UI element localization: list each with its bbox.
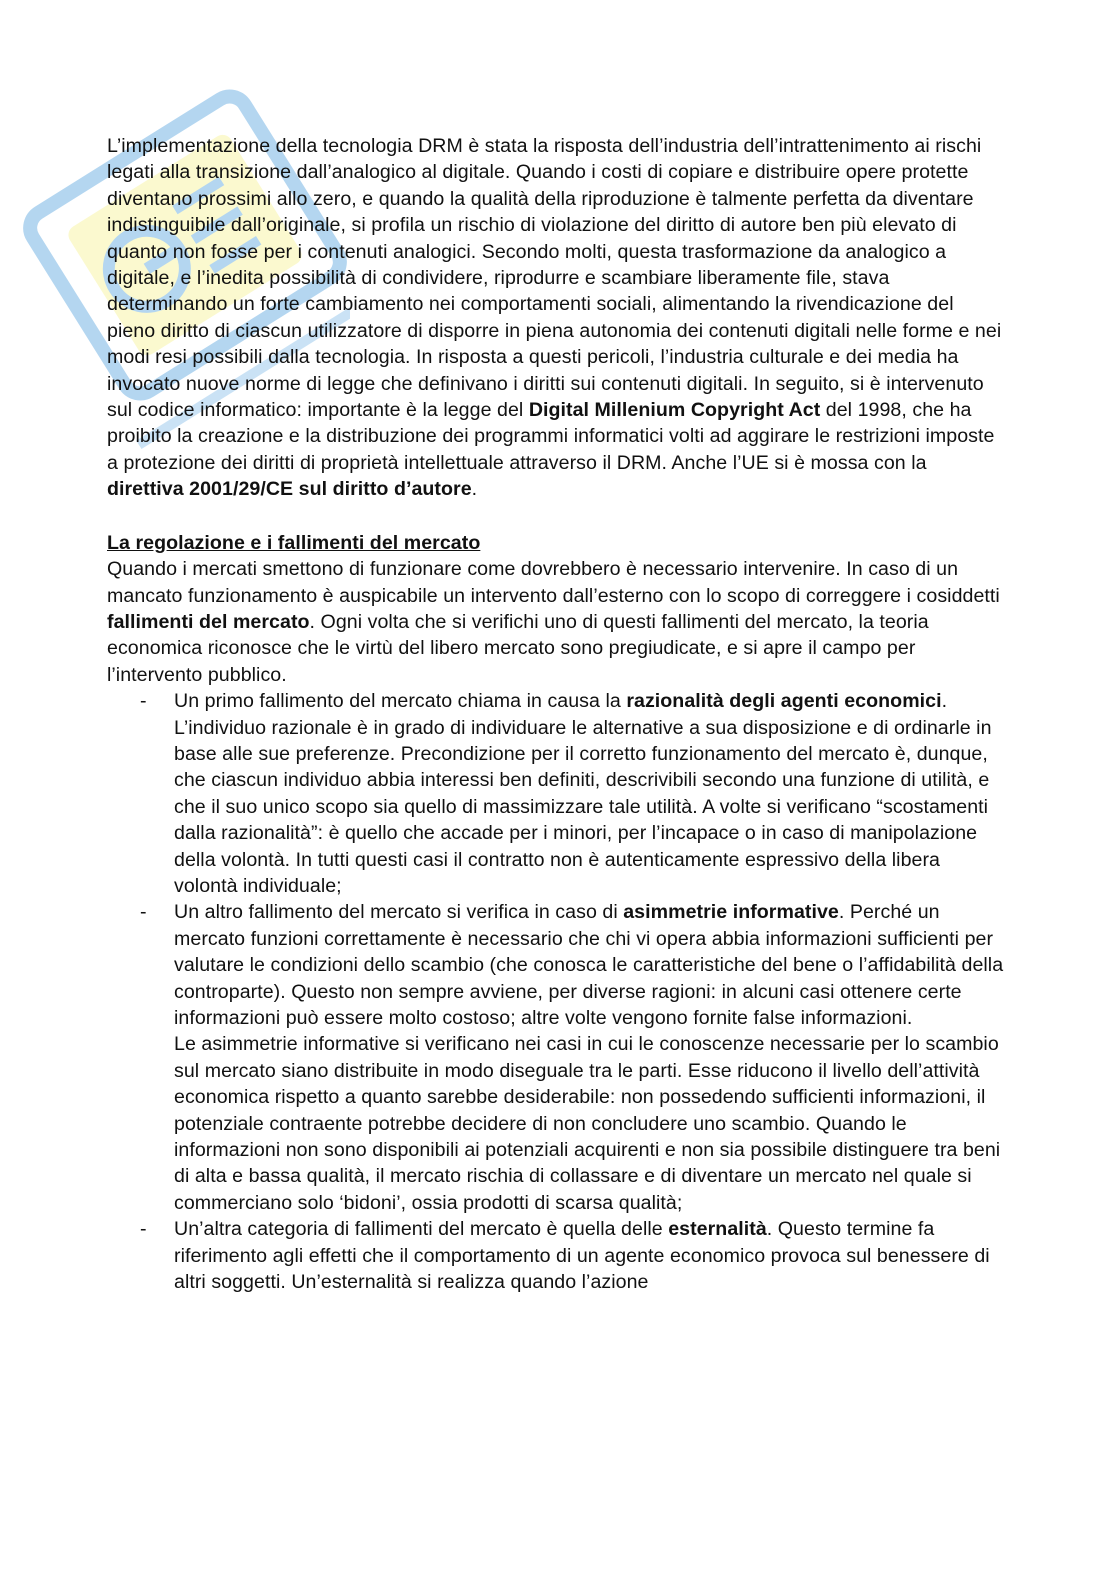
paragraph-gap [107, 503, 1007, 530]
list-item: - Un primo fallimento del mercato chiama in causa la razionalità degli agenti economici. L’individuo razionale è in grado di individuare le alternative a sua disposizione e di ordinarle in base alle sue preferenze. Precondizione per il corretto funzionamento del mercato è, dunque, che ciascun individuo abbia interessi ben definiti, descrivibili secondo una funzione di utilità, e che il suo unico scopo sia quello di massimizzare tale utilità. A volte si verificano “scostamenti dalla razionalità”: è quello che accade per i minori, per l’incapace o in caso di manipolazione della volontà. In tutti questi casi il contratto non è autenticamente espressivo della libera volontà individuale; [140, 690, 992, 897]
list-dash: - [140, 1218, 147, 1241]
intro-paragraph: L’implementazione della tecnologia DRM è stata la risposta dell’industria dell’intrattenimento ai rischi legati alla transizione dall’analogico al digitale. Quando i costi di copiare e distribuire opere protette diventano prossimi allo zero, e quando la qualità della riproduzione è talmente perfetta da diventare indistinguibile dall’originale, si profila un rischio di violazione del diritto di autore ben più elevato di quanto non fosse per i contenuti analogici. Secondo molti, questa trasformazione da analogico a digitale, e l’inedita possibilità di condividere, riprodurre e scambiare liberamente file, stava determinando un forte cambiamento nei comportamenti sociali, alimentando la rivendicazione del pieno diritto di ciascun utilizzatore di disporre in piena autonomia dei contenuti digitali nelle forme e nei modi resi possibili dalla tecnologia. In risposta a questi pericoli, l’industria culturale e dei media ha invocato nuove norme di legge che definivano i diritti sui contenuti digitali. In seguito, si è intervenuto sul codice informatico: importante è la legge del Digital Millenium Copyright Act del 1998, che ha proibito la creazione e la distribuzione dei programmi informatici volti ad aggirare le restrizioni imposte a protezione dei diritti di proprietà intellettuale attraverso il DRM. Anche l’UE si è mossa con la direttiva 2001/29/CE sul diritto d’autore. [107, 135, 1002, 501]
bold-term: esternalità [668, 1218, 767, 1241]
bold-term: razionalità degli agenti economici [626, 690, 942, 713]
list-dash: - [140, 690, 147, 713]
dmca-term: Digital Millenium Copyright Act [528, 399, 821, 422]
section-paragraph: Quando i mercati smettono di funzionare come dovrebbero è necessario intervenire. In caso di un mancato funzionamento è auspicabile un intervento dall’esterno con lo scopo di correggere i cosiddetti fallimenti del mercato. Ogni volta che si verifichi uno di questi fallimenti del mercato, la teoria economica riconosce che le virtù del libero mercato sono pregiudicate, e si apre il campo per l’intervento pubblico. [107, 558, 1000, 686]
list-item: - Un altro fallimento del mercato si verifica in caso di asimmetrie informative. Perché un mercato funzioni correttamente è necessario che chi vi opera abbia informazioni sufficienti per valutare le condizioni dello scambio (che conosca le caratteristiche del bene o l’affidabilità della controparte). Questo non sempre avviene, per diverse ragioni: in alcuni casi ottenere certe informazioni può essere molto costoso; altre volte vengono fornite false informazioni. Le asimmetrie informative si verificano nei casi in cui le conoscenze necessarie per lo scambio sul mercato siano distribuite in modo diseguale tra le parti. Esse riducono il livello dell’attività economica rispetto a quanto sarebbe desiderabile: non possedendo sufficienti informazioni, il potenziale contraente potrebbe decidere di non concludere uno scambio. Quando le informazioni non sono disponibili ai potenziali acquirenti e non sia possibile distinguere tra beni di alta e bassa qualità, il mercato rischia di collassare e di diventare un mercato nel quale si commerciano solo ‘bidoni’, ossia prodotti di scarsa qualità; [107, 899, 1007, 1216]
document-body [107, 133, 1007, 1295]
list-item-continuation: Le asimmetrie informative si verificano nei casi in cui le conoscenze necessarie per lo scambio sul mercato siano distribuite in modo diseguale tra le parti. Esse riducono il livello dell’attività economica rispetto a quanto sarebbe desiderabile: non possedendo sufficienti informazioni, il potenziale contraente potrebbe decidere di non concludere uno scambio. Quando le informazioni non sono disponibili ai potenziali acquirenti e non sia possibile distinguere tra beni di alta e bassa qualità, il mercato rischia di collassare e di diventare un mercato nel quale si commerciano solo ‘bidoni’, ossia prodotti di scarsa qualità; [174, 1033, 1001, 1214]
market-failures-list [107, 688, 1007, 1295]
section-heading: La regolazione e i fallimenti del mercato [107, 531, 481, 554]
list-item: - Un’altra categoria di fallimenti del mercato è quella delle esternalità. Questo termine fa riferimento agli effetti che il comportamento di un agente economico provoca sul benessere di altri soggetti. Un’esternalità si realizza quando l’azione [140, 1218, 990, 1294]
market-failures-term: fallimenti del mercato [107, 610, 310, 633]
bold-term: asimmetrie informative [623, 901, 839, 924]
list-dash: - [140, 901, 147, 924]
eu-directive-term: direttiva 2001/29/CE sul diritto d’autore [107, 478, 472, 501]
